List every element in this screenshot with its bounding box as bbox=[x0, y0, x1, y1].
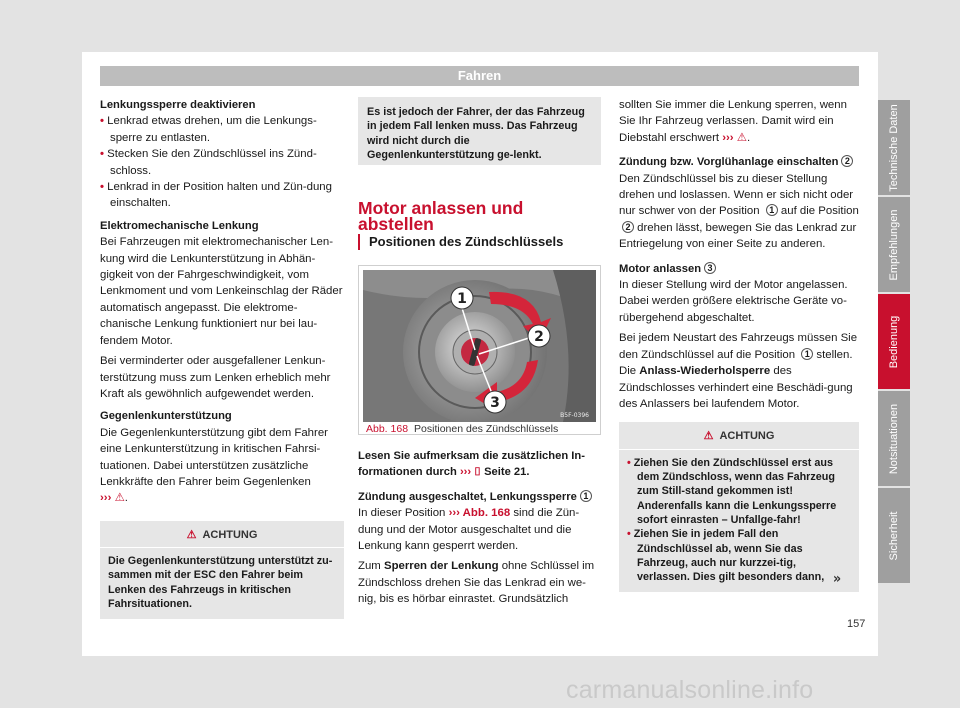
warning-triangle-icon: ⚠ bbox=[703, 430, 714, 443]
bullet-item: • Lenkrad etwas drehen, um die Lenkungs-sperre zu entlasten. bbox=[100, 113, 344, 146]
page-header: Fahren bbox=[100, 66, 859, 86]
paragraph: Zum Sperren der Lenkung ohne Schlüssel im Zündschloss drehen Sie das Lenkrad ein we-nig, bis es hörbar einrastet. Grundsätzlich bbox=[358, 560, 595, 606]
warning-triangle-icon: ⚠ bbox=[736, 131, 747, 144]
heading-gegenlenkunterstuetzung: Gegenlenkunterstützung bbox=[100, 410, 232, 423]
tab-technische-daten[interactable]: Technische Daten bbox=[878, 100, 910, 195]
tab-bedienung[interactable]: Bedienung bbox=[878, 294, 910, 389]
position-number-badge: 1 bbox=[801, 348, 813, 360]
heading-position-1: Zündung ausgeschaltet, Lenkungssperre 1 bbox=[358, 489, 601, 505]
figure-caption: Abb. 168 Positionen des Zündschlüssels bbox=[366, 423, 559, 435]
warning-text bbox=[619, 450, 859, 593]
heading-lenkungssperre: Lenkungssperre deaktivieren bbox=[100, 99, 256, 111]
figure-reference-link[interactable]: ››› Abb. 168 bbox=[448, 507, 511, 520]
paragraph: sollten Sie immer die Lenkung sperren, wenn Sie Ihr Fahrzeug verlassen. Damit wird ein Diebstahl erschwert ››› ⚠. bbox=[619, 99, 847, 144]
warning-triangle-icon: ⚠ bbox=[186, 528, 197, 541]
section-title: Motor anlassen und abstellen bbox=[358, 198, 524, 235]
warning-bullet: • Ziehen Sie den Zündschlüssel erst aus dem Zündschloss, wenn das Fahrzeug zum Still-stand gekommen ist! Anderenfalls kann die Lenkungssperre sofort einrasten – Unfallge-fahr! bbox=[627, 456, 851, 527]
position-number-badge: 1 bbox=[580, 490, 592, 502]
heading-position-2: Zündung bzw. Vorglühanlage einschalten 2 bbox=[619, 154, 859, 170]
text-below-figure bbox=[358, 448, 601, 608]
book-icon: ⌷ bbox=[474, 466, 481, 479]
position-mark-2: 2 bbox=[534, 329, 544, 345]
heading-position-3: Motor anlassen 3 bbox=[619, 261, 859, 277]
paragraph: Den Zündschlüssel bis zu dieser Stellung drehen und loslassen. Wenn er sich nicht oder nur schwer von der Position 1 auf die Position 2 drehen lässt, bewegen Sie das Lenkrad zur Entriegelung von einer Seite zu anderen. bbox=[619, 172, 859, 251]
page-number: 157 bbox=[847, 618, 866, 630]
position-number-badge: 2 bbox=[841, 155, 853, 167]
cross-reference-link[interactable]: ››› bbox=[459, 466, 472, 479]
paragraph: In dieser Position ››› Abb. 168 sind die Zün-dung und der Motor ausgeschaltet und die Lenkung kann gesperrt werden. bbox=[358, 507, 580, 553]
warning-box bbox=[619, 422, 859, 592]
position-number-badge: 3 bbox=[704, 262, 716, 274]
paragraph: Die Gegenlenkunterstützung gibt dem Fahrer eine Lenkunterstützung in kritischen Fahrsi-tuationen. Dabei unterstützen zusätzliche Lenkkräfte den Fahrer beim Gegenlenken ››› ⚠. bbox=[100, 426, 328, 505]
note-box: Es ist jedoch der Fahrer, der das Fahrzeug in jedem Fall lenken muss. Das Fahrzeug wird nicht durch die Gegenlenkunterstützung ge-lenkt. bbox=[358, 97, 601, 165]
column-3 bbox=[619, 97, 859, 592]
intro-paragraph: Lesen Sie aufmerksam die zusätzlichen In-formationen durch ››› ⌷ Seite 21. bbox=[358, 450, 585, 479]
warning-header: ⚠ ACHTUNG bbox=[100, 521, 344, 548]
figure bbox=[358, 265, 601, 435]
cross-reference-link[interactable]: ››› bbox=[100, 492, 112, 505]
warning-header: ⚠ ACHTUNG bbox=[619, 422, 859, 449]
heading-elektromechanische-lenkung: Elektromechanische Lenkung bbox=[100, 219, 259, 232]
cross-reference-link[interactable]: ››› bbox=[722, 131, 734, 144]
tab-sicherheit[interactable]: Sicherheit bbox=[878, 488, 910, 583]
ignition-lock-image bbox=[363, 270, 596, 422]
position-number-badge: 1 bbox=[766, 204, 778, 216]
position-mark-1: 1 bbox=[457, 291, 467, 307]
bullet-item: • Lenkrad in der Position halten und Zün-dung einschalten. bbox=[100, 179, 344, 212]
tab-notsituationen[interactable]: Notsituationen bbox=[878, 391, 910, 486]
paragraph: Bei Fahrzeugen mit elektromechanischer Len-kung wird die Lenkunterstützung in Abhän-gigkeit von der Fahrgeschwindigkeit, vom Lenkmoment und vom Lenkeinschlag der Räder automatisch angepasst. Die elektrome-chanische Lenkung funktioniert nur bei lau-fendem Motor. bbox=[100, 236, 343, 347]
tab-empfehlungen[interactable]: Empfehlungen bbox=[878, 197, 910, 292]
warning-box bbox=[100, 521, 344, 620]
warning-triangle-icon: ⚠ bbox=[114, 492, 125, 505]
ignition-lock-illustration bbox=[363, 270, 596, 422]
warning-text: Die Gegenlenkunterstützung unterstützt zu-sammen mit der ESC den Fahrer beim Lenken des Fahrzeugs in kritischen Fahrsituationen. bbox=[108, 555, 333, 611]
watermark: carmanualsonline.info bbox=[566, 676, 814, 704]
paragraph: Bei jedem Neustart des Fahrzeugs müssen Sie den Zündschlüssel auf die Position 1 stellen. Die Anlass-Wiederholsperre des Zündschlosses verhindert eine Beschädi-gung des Anlassers bei laufendem Motor. bbox=[619, 332, 858, 410]
figure-code: B5F-0396 bbox=[560, 412, 589, 419]
position-number-badge: 2 bbox=[622, 221, 634, 233]
column-1 bbox=[100, 97, 344, 619]
section-subtitle: Positionen des Zündschlüssels bbox=[358, 234, 563, 250]
continue-marker: » bbox=[833, 571, 842, 587]
paragraph: Bei verminderter oder ausgefallener Lenkun-terstützung muss zum Lenken erheblich mehr Kraft als gewöhnlich aufgewendet werden. bbox=[100, 355, 331, 400]
paragraph: In dieser Stellung wird der Motor angelassen. Dabei werden größere elektrische Geräte vo-rübergehend abgeschaltet. bbox=[619, 279, 848, 324]
warning-bullet: • Ziehen Sie in jedem Fall den Zündschlüssel ab, wenn Sie das Fahrzeug, auch nur kurzzei-tig, verlassen. Dies gilt besonders dann, bbox=[627, 527, 851, 584]
position-mark-3: 3 bbox=[490, 395, 500, 411]
bullet-item: • Stecken Sie den Zündschlüssel ins Zünd-schloss. bbox=[100, 146, 344, 179]
